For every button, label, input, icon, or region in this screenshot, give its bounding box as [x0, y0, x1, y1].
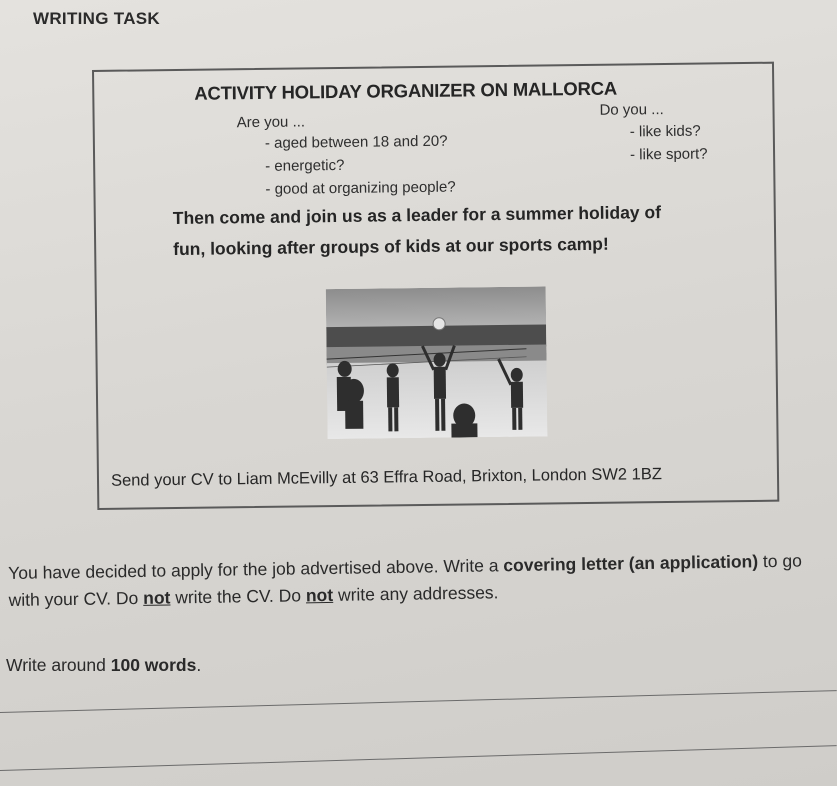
advert-title: ACTIVITY HOLIDAY ORGANIZER ON MALLORCA [194, 77, 618, 104]
word-count-prefix: Write around [6, 655, 111, 675]
writing-line [0, 745, 837, 771]
instructions-text: write any addresses. [332, 582, 499, 605]
writing-line [0, 690, 837, 713]
instructions-emphasis: covering letter (an application) [503, 551, 759, 576]
task-heading: WRITING TASK [33, 9, 160, 28]
left-item: - good at organizing people? [265, 178, 456, 198]
word-count-value: 100 words [110, 655, 197, 675]
task-instructions [8, 547, 819, 614]
instructions-not: not [143, 587, 171, 608]
instructions-not: not [305, 584, 334, 606]
instructions-text: You have decided to apply for the job advertised above. Write a [8, 555, 504, 583]
right-item: - like sport? [629, 145, 708, 164]
left-item: - aged between 18 and 20? [264, 132, 448, 152]
advert-box [92, 62, 779, 510]
word-count-instruction [6, 655, 201, 676]
right-intro: Do you ... [599, 101, 664, 119]
instructions-text: to go with your CV. Do [8, 550, 803, 610]
advert-footer: Send your CV to Liam McEvilly at 63 Effra Road, Brixton, London SW2 1BZ [110, 465, 662, 490]
word-count-suffix: . [196, 655, 202, 675]
left-intro: Are you ... [236, 113, 306, 132]
volleyball-photo [326, 286, 548, 439]
right-item: - like kids? [629, 122, 701, 141]
instructions-text: write the CV. Do [170, 585, 307, 608]
advert-body: Then come and join us as a leader for a summer holiday of fun, looking after groups of kids at our sports camp! [172, 202, 662, 260]
left-item: - energetic? [265, 156, 345, 175]
